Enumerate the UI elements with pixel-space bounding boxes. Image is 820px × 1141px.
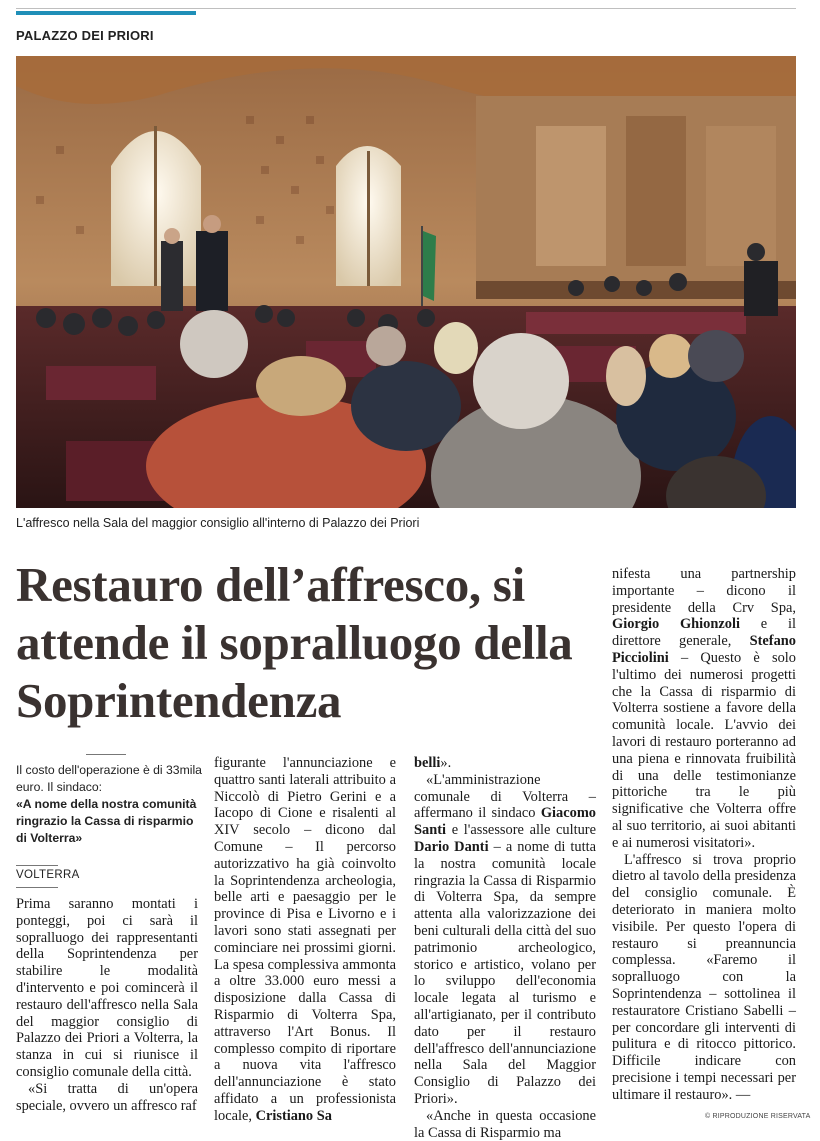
paragraph-text: nifesta una partnership importante – dicono il presidente della Crv Spa, [612, 566, 796, 616]
paragraph-text: «L'amministrazione comunale di Volterra – affermano il sindaco [414, 771, 596, 822]
section-accent-bar [16, 11, 196, 15]
paragraph [612, 566, 796, 852]
paragraph-text: ». [440, 755, 452, 771]
dateline-rule-bottom [16, 887, 58, 888]
summary-box [16, 762, 202, 847]
paragraph-text: – Questo è solo l'ultimo dei numerosi progetti che la Cassa di risparmio di Volterra sostiene a favore della comunità locale. L'avvio dei lavori di restauro porteranno ad una piena e rinnovata fruibilità di una delle testimonianze pittoriche tra le più significative che Volterra offre al suo territorio, ai suoi abitanti e ai numerosi visitatori». [612, 649, 796, 851]
paragraph-text: – a nome di tutta la nostra comunità locale ringrazia la Cassa di Risparmio di Volterra Spa, da sempre attenta alla valorizzazione dei beni culturali della città del suo patrimonio archeologico, storico e artistico, volano per lo sviluppo dell'economia locale legata al turismo e all'artigianato, per il contributo dato per il restauro dell'affresco dell'annunciazione nella Sala del Maggior Consiglio di Palazzo dei Priori». [414, 838, 597, 1107]
summary-rule [86, 754, 126, 755]
paragraph: «Si tratta di un'opera speciale, ovvero un affresco raf [16, 1080, 198, 1114]
person-name: Cristiano Sa [255, 1107, 332, 1124]
paragraph-text: e il direttore generale, [612, 616, 797, 650]
top-rule [16, 8, 796, 9]
article-column-4 [612, 566, 796, 1104]
photo-caption: L'affresco nella Sala del maggior consiglio all'interno di Palazzo dei Priori [16, 516, 420, 530]
paragraph [414, 772, 596, 1108]
headline: Restauro dell’affresco, si attende il sopralluogo della Soprintendenza [16, 557, 573, 728]
paragraph [414, 755, 596, 772]
article-column-2 [214, 755, 396, 1125]
dateline: VOLTERRA [16, 869, 80, 881]
paragraph-text: figurante l'annunciazione e quattro santi laterali attribuito a Niccolò di Pietro Gerini e a Iacopo di Cione e risalenti al XIV secolo – dicono dal Comune – Il percorso autorizzativo ha già coinvolto la Soprintendenza archeologia, belle arti e paesaggio per le province di Pisa e Livorno e i lavori sono stati assegnati per cominciare nei prossimi giorni. La spesa complessiva ammonta a oltre 33.000 euro messi a disposizione dalla Cassa di Risparmio di Volterra Spa, attraverso l'Art Bonus. Il complesso compito di riportare a nuova vita l'affresco dell'annunciazione è stato affidato a un professionista locale, [214, 755, 396, 1124]
person-name: Giacomo Santi [414, 805, 596, 839]
section-label: PALAZZO DEI PRIORI [16, 28, 154, 43]
paragraph [214, 755, 396, 1125]
person-name: Dario Danti [414, 838, 489, 855]
paragraph: Prima saranno montati i ponteggi, poi ci sarà il sopralluogo dei rappresentanti della Soprintendenza per stabilire le modalità d'intervento e poi comincerà il restauro dell'affresco nella Sala del maggior consiglio di Palazzo dei Priori a Volterra, la stanza in cui si riunisce il consiglio comunale della città. [16, 896, 198, 1080]
article-column-3 [414, 755, 596, 1141]
summary-quote: «A nome della nostra comunità ringrazio la Cassa di risparmio di Volterra» [16, 797, 197, 845]
paragraph: L'affresco si trova proprio dietro al tavolo della presidenza del consiglio comunale. È deteriorato in maniera molto visibile. Per questo l'opera di restauro si preannuncia complessa. «Faremo il sopralluogo con la Soprintendenza – sottolinea il restauratore Cristiano Sabelli – per concordare gli interventi di pulitura e di ritocco pittorico. Difficile indicare con precisione i tempi necessari per ultimare il restauro». — [612, 851, 796, 1103]
person-name: belli [414, 755, 441, 771]
person-name: Stefano Picciolini [612, 633, 796, 666]
summary-lead: Il costo dell'operazione è di 33mila euro. Il sindaco: [16, 763, 202, 794]
paragraph: «Anche in questa occasione la Cassa di Risparmio ma [414, 1107, 596, 1141]
hall-photo [16, 56, 796, 508]
person-name: Giorgio Ghionzoli [612, 616, 740, 633]
article-column-1 [16, 896, 198, 1114]
copyright-credit: © RIPRODUZIONE RISERVATA [705, 1113, 811, 1120]
paragraph-text: e l'assessore alle culture [451, 822, 596, 839]
dateline-rule-top [16, 865, 58, 866]
